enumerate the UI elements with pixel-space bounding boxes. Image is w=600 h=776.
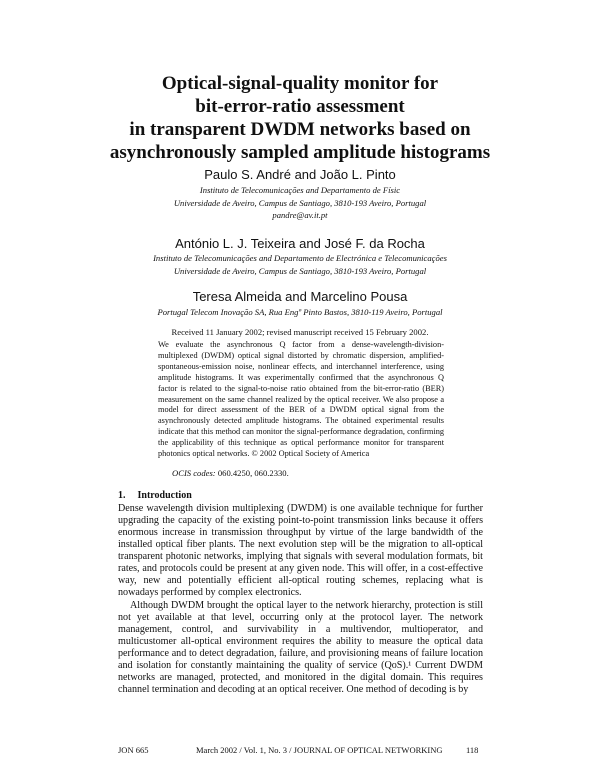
affiliation-1 bbox=[40, 184, 560, 222]
received-dates: Received 11 January 2002; revised manuscript received 15 February 2002. bbox=[171, 327, 429, 337]
section-heading bbox=[118, 490, 204, 501]
affiliation-line: Universidade de Aveiro, Campus de Santiago, 3810-193 Aveiro, Portugal bbox=[173, 197, 427, 208]
title-line: in transparent DWDM networks based on bbox=[129, 119, 471, 140]
affiliation-line: Universidade de Aveiro, Campus de Santiago, 3810-193 Aveiro, Portugal bbox=[173, 265, 427, 276]
title-line: Optical-signal-quality monitor for bbox=[161, 73, 439, 94]
affiliation-2 bbox=[40, 252, 560, 277]
author-names-2: António L. J. Teixeira and José F. da Rocha bbox=[175, 236, 425, 251]
ocis-values: 060.4250, 060.2330. bbox=[217, 468, 289, 478]
title-line: asynchronously sampled amplitude histograms bbox=[109, 142, 491, 163]
footer-page-number: 118 bbox=[466, 745, 479, 755]
affiliation-line: Instituto de Telecomunicações and Departamento de Electrónica e Telecomunicações bbox=[153, 253, 447, 263]
footer-manuscript-id: JON 665 bbox=[118, 745, 149, 755]
author-names-1: Paulo S. André and João L. Pinto bbox=[204, 167, 396, 182]
body-paragraph-2: Although DWDM brought the optical layer to the network hierarchy, protection is still not yet available at that level, occurring only at the protocol layer. The network management, control, and survivability in a multivendor, multioperator, and multicustomer all-optical environment requires the ability to measure the optical data performance and to detect degradation, failure, and provisioning means of failure location and isolation for constantly maintaining the quality of service (QoS).¹ Current DWDM networks are managed, protected, and monitored in the digital domain. This requires channel termination and decoding at an optical receiver. One method of decoding is by bbox=[118, 600, 483, 696]
body-paragraph-1: Dense wavelength division multiplexing (DWDM) is one available technique for further upgrading the capacity of the existing point-to-point transmission links because it offers enormous increase in transmission throughput by virtue of the large bandwidth of the installed optical fiber plants. The next evolution step will be the migration to all-optical transparent photonic networks, implying that signals with several modulation formats, bit rates, and protocols could be present at any given node. This will offer, in a cost-effective way, new and potentially efficient all-optical routing schemes, replacing what is nowadays performed by complex electronics. bbox=[118, 503, 483, 599]
author-names-3: Teresa Almeida and Marcelino Pousa bbox=[192, 289, 408, 304]
section-title: Introduction bbox=[137, 490, 192, 501]
section-number: 1. bbox=[118, 490, 126, 501]
abstract: We evaluate the asynchronous Q factor from a dense-wavelength-division-multiplexed (DWDM) optical signal distorted by chromatic dispersion, amplified-spontaneous-emission noise, nonlinear effects, and interchannel interference, using amplitude histograms. It was experimentally confirmed that the asynchronous Q factor is related to the signal-to-noise ratio obtained from the bit-error-ratio (BER) measurement on the same channel realized by the optical receiver. We also propose a model for direct assessment of the BER of a DWDM optical signal from the asynchronously detected amplitude histograms. The obtained experimental results indicate that this method can monitor the signal-performance degradation, confirming the applicability of this technique as optical performance monitor for transparent photonics optical networks. © 2002 Optical Society of America bbox=[158, 340, 444, 459]
title-line: bit-error-ratio assessment bbox=[195, 96, 405, 117]
author-email: pandre@av.it.pt bbox=[272, 210, 328, 220]
footer-journal-info: March 2002 / Vol. 1, No. 3 / JOURNAL OF OPTICAL NETWORKING bbox=[196, 745, 443, 755]
affiliation-line: Instituto de Telecomunicações and Departamento de Físic bbox=[199, 185, 401, 195]
affiliation-line: Portugal Telecom Inovação SA, Rua Engº Pinto Bastos, 3810-119 Aveiro, Portugal bbox=[157, 307, 443, 317]
paper-title bbox=[60, 72, 540, 164]
ocis-label: OCIS codes: bbox=[172, 468, 216, 478]
ocis-codes bbox=[172, 468, 289, 478]
affiliation-3 bbox=[40, 306, 560, 319]
